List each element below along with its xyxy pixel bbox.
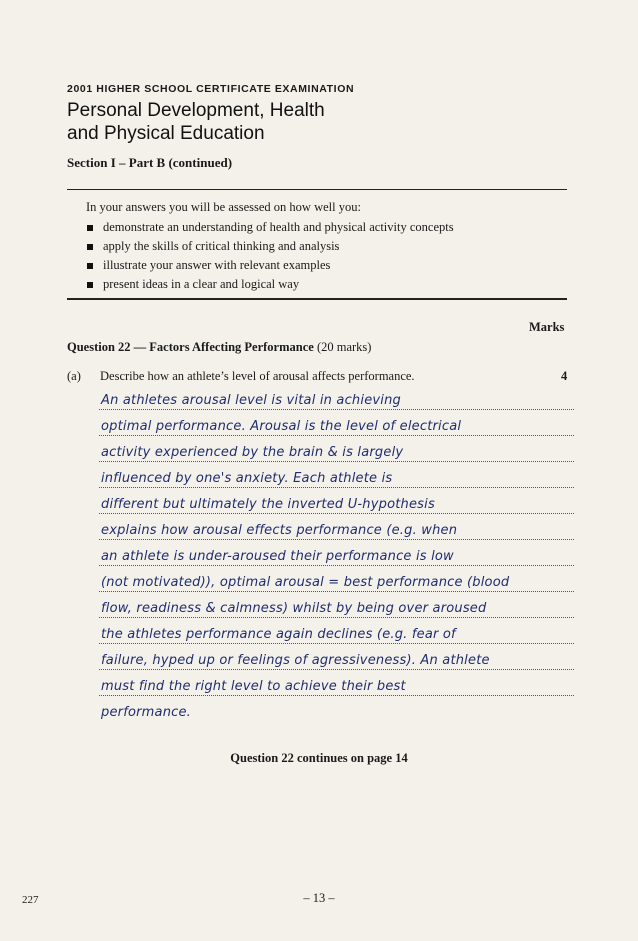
assessment-box: [86, 200, 454, 296]
criteria-item: apply the skills of critical thinking and analysis: [86, 239, 454, 254]
bullet-icon: [87, 225, 93, 231]
subject-title-line-2: and Physical Education: [67, 123, 265, 144]
bullet-icon: [87, 244, 93, 250]
exam-code: 227: [22, 894, 39, 906]
criteria-item: illustrate your answer with relevant examples: [86, 258, 454, 273]
exam-label: 2001 HIGHER SCHOOL CERTIFICATE EXAMINATION: [67, 83, 355, 95]
continues-note: Question 22 continues on page 14: [230, 751, 408, 765]
subject-title: [67, 99, 325, 145]
answer-line: (not motivated)), optimal arousal = best performance (blood: [99, 566, 574, 592]
question-title: [67, 340, 371, 355]
criteria-item: present ideas in a clear and logical way: [86, 277, 454, 292]
top-divider: [67, 189, 567, 190]
answer-line: different but ultimately the inverted U-hypothesis: [99, 488, 574, 514]
part-marks: 4: [561, 369, 568, 383]
criteria-item: demonstrate an understanding of health and physical activity concepts: [86, 220, 454, 235]
answer-line: explains how arousal effects performance (e.g. when: [99, 514, 574, 540]
answer-line: activity experienced by the brain & is largely: [99, 436, 574, 462]
answer-line: the athletes performance again declines (e.g. fear of: [99, 618, 574, 644]
question-number-title: Question 22 — Factors Affecting Performance: [67, 340, 314, 354]
part-label: (a): [67, 369, 81, 383]
answer-line: an athlete is under-aroused their performance is low: [99, 540, 574, 566]
section-heading: Section I – Part B (continued): [67, 155, 233, 170]
question-marks: (20 marks): [316, 340, 372, 354]
assessment-intro: In your answers you will be assessed on how well you:: [86, 200, 361, 214]
answer-line: performance.: [101, 705, 192, 720]
answer-line: An athletes arousal level is vital in achieving: [99, 384, 574, 410]
handwritten-answer: [99, 384, 574, 722]
answer-line: flow, readiness & calmness) whilst by being over aroused: [99, 592, 574, 618]
answer-line: influenced by one's anxiety. Each athlete is: [99, 462, 574, 488]
answer-line: must find the right level to achieve their best: [99, 670, 574, 696]
bullet-icon: [87, 282, 93, 288]
assessment-criteria: [86, 220, 454, 292]
subject-title-line-1: Personal Development, Health: [67, 100, 325, 121]
marks-heading: Marks: [529, 320, 565, 334]
answer-line: failure, hyped up or feelings of agressiveness). An athlete: [99, 644, 574, 670]
part-question: Describe how an athlete’s level of arousal affects performance.: [100, 369, 415, 383]
answer-line: optimal performance. Arousal is the level of electrical: [99, 410, 574, 436]
bullet-icon: [87, 263, 93, 269]
page-number: – 13 –: [303, 891, 335, 905]
bottom-divider: [67, 298, 567, 300]
